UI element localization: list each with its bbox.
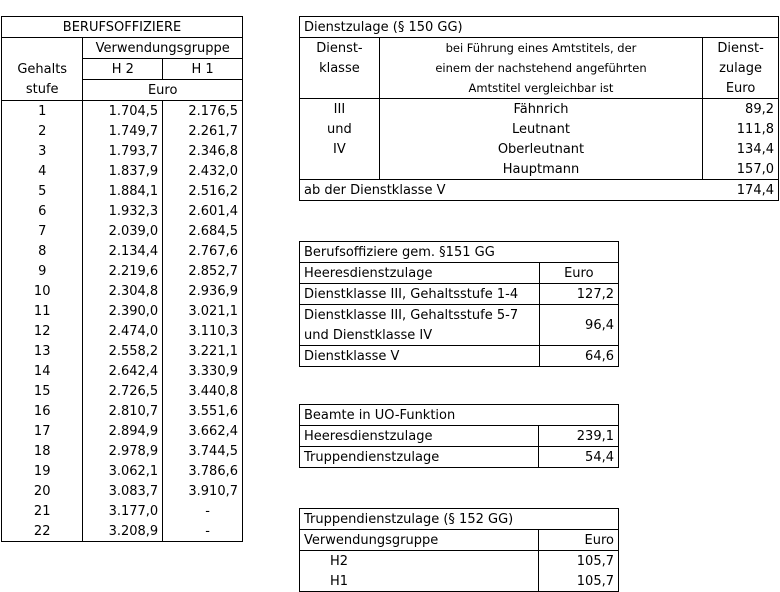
h1-value-cell: 2.516,2 xyxy=(163,181,243,201)
stufe-cell: 4 xyxy=(2,161,83,181)
tz-col-unit: Euro xyxy=(539,530,619,551)
h1-value-cell: 2.852,7 xyxy=(163,261,243,281)
bo151-row-value: 64,6 xyxy=(539,346,618,367)
tz-col-label: Verwendungsgruppe xyxy=(300,530,539,551)
table-row xyxy=(2,421,243,441)
berufsoffiziere-table xyxy=(1,16,243,542)
main-title: BERUFSOFFIZIERE xyxy=(2,17,243,38)
bo151-row-label: Dienstklasse III, Gehaltsstufe 1-4 xyxy=(300,284,540,305)
stufe-cell: 22 xyxy=(2,521,83,542)
h2-value-cell: 2.726,5 xyxy=(83,381,163,401)
table-row xyxy=(2,281,243,301)
h1-value-cell: - xyxy=(163,501,243,521)
amtstitel-cell: Hauptmann xyxy=(379,159,702,180)
stufe-cell: 7 xyxy=(2,221,83,241)
table-row xyxy=(2,521,243,542)
h2-value-cell: 2.134,4 xyxy=(83,241,163,261)
table-row xyxy=(2,221,243,241)
zulage-cell: 89,2 xyxy=(703,99,779,120)
klasse-header-2: klasse xyxy=(300,58,380,78)
h2-value-cell: 2.474,0 xyxy=(83,321,163,341)
stufe-cell: 17 xyxy=(2,421,83,441)
h1-value-cell: 3.910,7 xyxy=(163,481,243,501)
zulage-header-3: Euro xyxy=(703,78,779,99)
h2-value-cell: 1.884,1 xyxy=(83,181,163,201)
table-row xyxy=(2,461,243,481)
stufe-cell: 19 xyxy=(2,461,83,481)
table-row xyxy=(2,161,243,181)
stufe-cell: 12 xyxy=(2,321,83,341)
truppendienstzulage-table xyxy=(299,508,619,592)
h1-value-cell: 3.551,6 xyxy=(163,401,243,421)
group-header: Verwendungsgruppe xyxy=(83,38,243,59)
h2-value-cell: 3.177,0 xyxy=(83,501,163,521)
h2-value-cell: 2.304,8 xyxy=(83,281,163,301)
h2-value-cell: 2.894,9 xyxy=(83,421,163,441)
klasse-header-1: Dienst- xyxy=(300,38,380,59)
stufe-cell: 9 xyxy=(2,261,83,281)
amtstitel-cell: Fähnrich xyxy=(379,99,702,120)
h2-value-cell: 2.390,0 xyxy=(83,301,163,321)
h2-value-cell: 3.083,7 xyxy=(83,481,163,501)
stufe-cell: 21 xyxy=(2,501,83,521)
uo-row-label: Truppendienstzulage xyxy=(300,447,539,468)
h1-value-cell: 3.440,8 xyxy=(163,381,243,401)
amtstitel-cell: Oberleutnant xyxy=(379,139,702,159)
table-row xyxy=(2,141,243,161)
table-row xyxy=(2,101,243,122)
stufe-cell: 13 xyxy=(2,341,83,361)
zulage-cell: 134,4 xyxy=(703,139,779,159)
stufe-header-2: stufe xyxy=(2,80,83,101)
bo151-row-label: Dienstklasse V xyxy=(300,346,540,367)
amtstitel-header-3: Amtstitel vergleichbar ist xyxy=(379,78,702,99)
tz-row-value: 105,7 xyxy=(539,551,619,572)
stufe-cell: 16 xyxy=(2,401,83,421)
table-row xyxy=(2,321,243,341)
h1-value-cell: 2.684,5 xyxy=(163,221,243,241)
table-row xyxy=(2,441,243,461)
stufe-cell: 18 xyxy=(2,441,83,461)
klasse-cell: und xyxy=(300,119,380,139)
h1-value-cell: 3.110,3 xyxy=(163,321,243,341)
h1-value-cell: 2.346,8 xyxy=(163,141,243,161)
stufe-cell: 6 xyxy=(2,201,83,221)
stufe-cell: 2 xyxy=(2,121,83,141)
h1-value-cell: 2.601,4 xyxy=(163,201,243,221)
bo151-col-label: Heeresdienstzulage xyxy=(300,263,540,284)
tz-title: Truppendienstzulage (§ 152 GG) xyxy=(300,509,619,530)
stufe-cell: 14 xyxy=(2,361,83,381)
h2-value-cell: 1.837,9 xyxy=(83,161,163,181)
h2-value-cell: 2.039,0 xyxy=(83,221,163,241)
h2-value-cell: 2.558,2 xyxy=(83,341,163,361)
h2-value-cell: 2.810,7 xyxy=(83,401,163,421)
stufe-cell: 1 xyxy=(2,101,83,122)
table-row xyxy=(2,241,243,261)
h2-value-cell: 1.704,5 xyxy=(83,101,163,122)
amtstitel-header-1: bei Führung eines Amtstitels, der xyxy=(379,38,702,59)
unit-header: Euro xyxy=(83,80,243,101)
stufe-header-blank xyxy=(2,38,83,59)
h2-value-cell: 2.978,9 xyxy=(83,441,163,461)
stufe-cell: 8 xyxy=(2,241,83,261)
stufe-cell: 3 xyxy=(2,141,83,161)
dienstzulage-table xyxy=(299,16,779,201)
stufe-cell: 11 xyxy=(2,301,83,321)
h1-value-cell: 2.936,9 xyxy=(163,281,243,301)
h2-value-cell: 2.219,6 xyxy=(83,261,163,281)
h1-value-cell: - xyxy=(163,521,243,542)
dienstzulage-title: Dienstzulage (§ 150 GG) xyxy=(300,17,779,38)
amtstitel-header-2: einem der nachstehend angeführten xyxy=(379,58,702,78)
uo-row-label: Heeresdienstzulage xyxy=(300,426,539,447)
h2-value-cell: 1.932,3 xyxy=(83,201,163,221)
bo151-row-value: 96,4 xyxy=(539,305,618,346)
uo-title: Beamte in UO-Funktion xyxy=(300,405,619,426)
uo-row-value: 54,4 xyxy=(539,447,619,468)
h1-value-cell: 2.261,7 xyxy=(163,121,243,141)
table-row xyxy=(2,401,243,421)
dienstzulage-footer-value: 174,4 xyxy=(703,180,779,201)
h1-value-cell: 3.330,9 xyxy=(163,361,243,381)
table-row xyxy=(2,381,243,401)
h1-value-cell: 2.432,0 xyxy=(163,161,243,181)
h2-value-cell: 3.208,9 xyxy=(83,521,163,542)
table-row xyxy=(2,481,243,501)
klasse-header-3 xyxy=(300,78,380,99)
stufe-cell: 20 xyxy=(2,481,83,501)
h2-value-cell: 3.062,1 xyxy=(83,461,163,481)
table-row xyxy=(2,261,243,281)
table-row xyxy=(2,361,243,381)
bo151-col-unit: Euro xyxy=(539,263,618,284)
h1-value-cell: 2.176,5 xyxy=(163,101,243,122)
h1-header: H 1 xyxy=(163,59,243,80)
h2-value-cell: 2.642,4 xyxy=(83,361,163,381)
h2-header: H 2 xyxy=(83,59,163,80)
klasse-cell xyxy=(300,159,380,180)
h2-value-cell: 1.793,7 xyxy=(83,141,163,161)
uo-funktion-table xyxy=(299,404,619,468)
h2-value-cell: 1.749,7 xyxy=(83,121,163,141)
table-row xyxy=(2,341,243,361)
bo151-title: Berufsoffiziere gem. §151 GG xyxy=(300,242,619,263)
klasse-cell: III xyxy=(300,99,380,120)
stufe-cell: 10 xyxy=(2,281,83,301)
bo151-row-label-line2: und Dienstklasse IV xyxy=(300,325,540,346)
tz-row-label: H2 xyxy=(300,551,539,572)
h1-value-cell: 3.021,1 xyxy=(163,301,243,321)
bo151-row-value: 127,2 xyxy=(539,284,618,305)
table-row xyxy=(2,201,243,221)
dienstzulage-footer-label: ab der Dienstklasse V xyxy=(300,180,703,201)
h1-value-cell: 3.221,1 xyxy=(163,341,243,361)
klasse-cell: IV xyxy=(300,139,380,159)
h1-value-cell: 2.767,6 xyxy=(163,241,243,261)
table-row xyxy=(2,181,243,201)
h1-value-cell: 3.662,4 xyxy=(163,421,243,441)
h1-value-cell: 3.786,6 xyxy=(163,461,243,481)
zulage-header-2: zulage xyxy=(703,58,779,78)
stufe-cell: 15 xyxy=(2,381,83,401)
uo-row-value: 239,1 xyxy=(539,426,619,447)
bo151-row-label-line1: Dienstklasse III, Gehaltsstufe 5-7 xyxy=(300,305,540,326)
stufe-cell: 5 xyxy=(2,181,83,201)
zulage-header-1: Dienst- xyxy=(703,38,779,59)
tz-row-value: 105,7 xyxy=(539,571,619,592)
tz-row-label: H1 xyxy=(300,571,539,592)
h1-value-cell: 3.744,5 xyxy=(163,441,243,461)
stufe-header-1: Gehalts xyxy=(2,59,83,80)
zulage-cell: 157,0 xyxy=(703,159,779,180)
amtstitel-cell: Leutnant xyxy=(379,119,702,139)
zulage-cell: 111,8 xyxy=(703,119,779,139)
table-row xyxy=(2,501,243,521)
berufsoffiziere-151-table xyxy=(299,241,619,367)
table-row xyxy=(2,121,243,141)
table-row xyxy=(2,301,243,321)
